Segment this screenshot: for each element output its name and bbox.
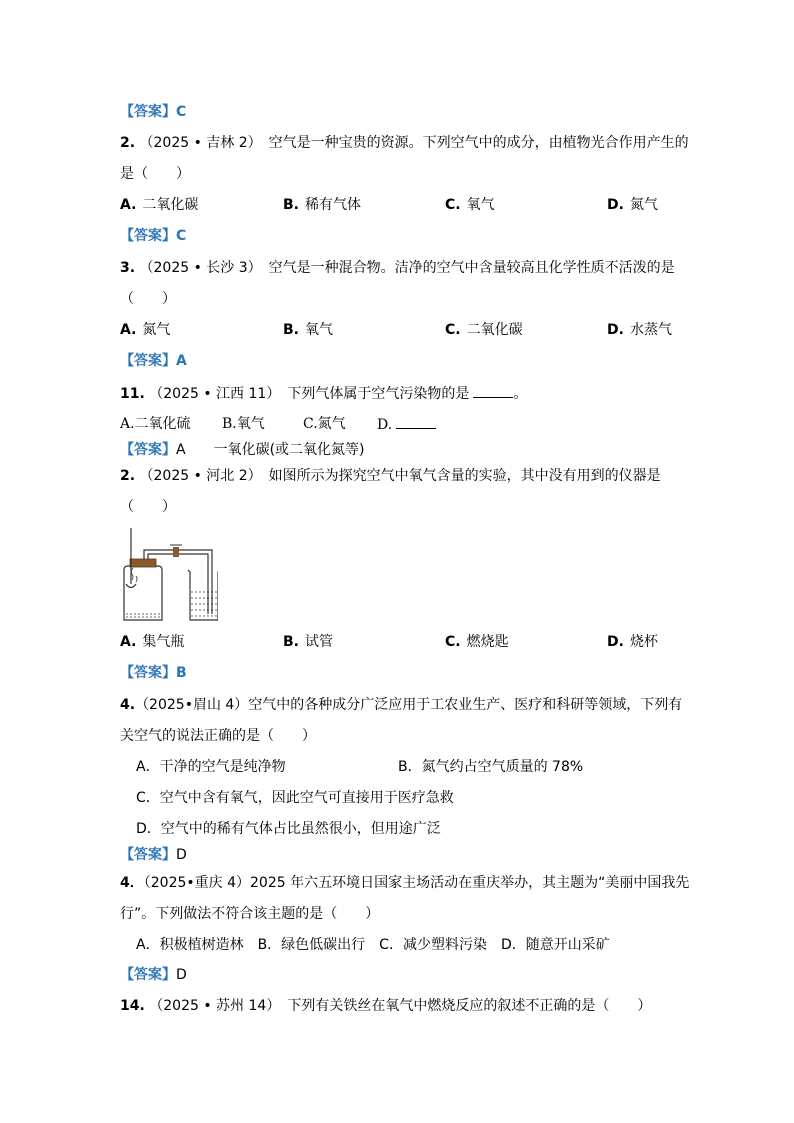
- option-b: B. 稀有气体: [283, 197, 361, 213]
- option-d: D．空气中的稀有气体占比虽然很小，但用途广泛: [136, 821, 441, 837]
- answer-line: 【答案】D: [120, 967, 187, 983]
- question-stem-cont: 行”。下列做法不符合该主题的是（ ）: [120, 906, 380, 922]
- option-b: B．氮气约占空气质量的 78%: [398, 759, 584, 775]
- question-stem: 4．（2025•重庆 4）2025 年六五环境日国家主场活动在重庆举办，其主题为“美丽中国我先: [120, 875, 690, 891]
- option-b: B.氧气: [222, 416, 265, 432]
- option-a: A. 集气瓶: [120, 634, 185, 650]
- answer-line: 【答案】C: [120, 104, 187, 120]
- question-stem-cont: 关空气的说法正确的是（ ）: [120, 728, 316, 744]
- question-stem-cont: 是（ ）: [120, 166, 190, 182]
- option-c: C. 氧气: [445, 197, 495, 213]
- rubber-stopper: [130, 559, 156, 567]
- question-stem-cont: （ ）: [120, 499, 176, 515]
- option-c: C．空气中含有氧气，因此空气可直接用于医疗急救: [136, 790, 454, 806]
- answer-line: 【答案】A 一氧化碳(或二氧化氮等): [120, 442, 365, 458]
- option-b: B. 试管: [283, 634, 333, 650]
- beaker: [188, 570, 218, 620]
- question-stem: 4.（2025•眉山 4）空气中的各种成分广泛应用于工农业生产、医疗和科研等领域，下列有: [120, 697, 683, 713]
- option-a: A．干净的空气是纯净物: [136, 759, 286, 775]
- answer-line: 【答案】A: [120, 353, 187, 369]
- option-d: D. 水蒸气: [607, 322, 672, 338]
- question-stem: 11. （2025 • 江西 11） 下列气体属于空气污染物的是 。: [120, 383, 527, 404]
- option-d: D. 烧杯: [607, 634, 658, 650]
- answer-line: 【答案】C: [120, 228, 187, 244]
- option-a: A. 二氧化碳: [120, 197, 199, 213]
- option-a: A. 氮气: [120, 322, 171, 338]
- answer-line: 【答案】D: [120, 847, 187, 863]
- option-a: A.二氧化硫: [120, 416, 191, 432]
- question-stem: 14. （2025 • 苏州 14） 下列有关铁丝在氧气中燃烧反应的叙述不正确的是（ ）: [120, 998, 652, 1014]
- question-stem: 3. （2025 • 长沙 3） 空气是一种混合物。洁净的空气中含量较高且化学性质不活泼的是: [120, 260, 675, 276]
- option-c: C.氮气: [303, 416, 346, 432]
- option-c: C. 二氧化碳: [445, 322, 523, 338]
- option-b: B. 氧气: [283, 322, 333, 338]
- answer-line: 【答案】B: [120, 665, 187, 681]
- answer-blank: [473, 383, 513, 398]
- option-row: A．积极植树造林 B．绿色低碳出行 C．减少塑料污染 D．随意开山采矿: [136, 937, 610, 953]
- question-stem: 2. （2025 • 吉林 2） 空气是一种宝贵的资源。下列空气中的成分，由植物光合作用产生的: [120, 135, 689, 151]
- clamp: [170, 545, 182, 557]
- option-d: D. 氮气: [607, 197, 658, 213]
- answer-blank: [396, 414, 436, 429]
- experiment-apparatus-figure: [118, 528, 218, 624]
- gas-collecting-bottle: [124, 566, 162, 620]
- option-c: C. 燃烧匙: [445, 634, 509, 650]
- option-d: D.: [377, 414, 436, 435]
- question-stem-cont: （ ）: [120, 291, 176, 307]
- question-stem: 2. （2025 • 河北 2） 如图所示为探究空气中氧气含量的实验，其中没有用到的仪器是: [120, 468, 661, 484]
